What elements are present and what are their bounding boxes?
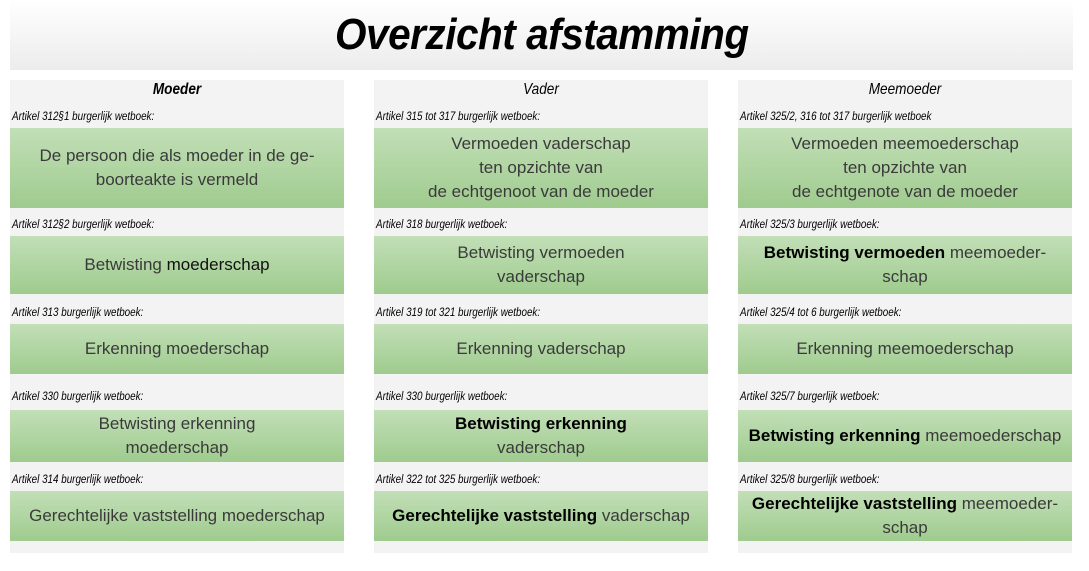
box-betwisting-moederschap [10, 236, 344, 294]
box-text: vaderschap [497, 267, 585, 286]
box-text: Gerechtelijke vaststelling moederschap [29, 506, 325, 525]
box-text: De persoon die als moeder in de ge- [39, 146, 315, 165]
column-header-moeder: Moeder [152, 81, 202, 98]
box-text-strong: moederschap [166, 255, 270, 274]
box-text: Vermoeden meemoederschap [791, 134, 1019, 153]
article-label: Artikel 318 burgerlijk wetboek: [376, 217, 508, 231]
box-text-strong: Betwisting vermoeden [763, 243, 946, 262]
box-text-strong: Betwisting erkenning [455, 414, 627, 433]
box-text-strong: Gerechtelijke vaststelling [751, 494, 957, 513]
box-moeder-vermeld [10, 128, 344, 208]
column-header-meemoeder: Meemoeder [868, 81, 942, 98]
article-label: Artikel 313 burgerlijk wetboek: [12, 305, 144, 319]
box-text: meemoederschap [920, 426, 1062, 445]
article-label: Artikel 325/4 tot 6 burgerlijk wetboek: [740, 305, 902, 319]
page-title: Overzicht afstamming [334, 10, 749, 59]
box-gerechtelijke-vaststelling-meemoederschap [738, 491, 1072, 541]
box-text: Betwisting [84, 255, 167, 274]
box-text: Betwisting erkenning [98, 414, 256, 433]
article-label: Artikel 325/8 burgerlijk wetboek: [740, 472, 880, 486]
column-moeder [10, 80, 344, 553]
box-betwisting-vermoeden-meemoederschap [738, 236, 1072, 294]
box-erkenning-meemoederschap [738, 324, 1072, 374]
box-text: meemoeder- [956, 494, 1059, 513]
article-label: Artikel 312§2 burgerlijk wetboek: [12, 217, 155, 231]
box-text: Erkenning moederschap [84, 339, 270, 358]
box-text: moederschap [125, 438, 229, 457]
box-erkenning-vaderschap [374, 324, 708, 374]
box-text: schap [882, 518, 928, 537]
box-vermoeden-meemoederschap [738, 128, 1072, 208]
box-text: de echtgenoot van de moeder [428, 182, 654, 201]
title-bar [10, 0, 1073, 70]
box-text: vaderschap [497, 438, 585, 457]
article-label: Artikel 325/3 burgerlijk wetboek: [740, 217, 880, 231]
box-text: Erkenning meemoederschap [796, 339, 1014, 358]
article-label: Artikel 325/2, 316 tot 317 burgerlijk wetboek [740, 109, 932, 123]
box-gerechtelijke-vaststelling-moederschap [10, 491, 344, 541]
article-label: Artikel 325/7 burgerlijk wetboek: [740, 389, 880, 403]
article-label: Artikel 322 tot 325 burgerlijk wetboek: [376, 472, 541, 486]
article-label: Artikel 330 burgerlijk wetboek: [376, 389, 508, 403]
box-betwisting-erkenning-meemoederschap [738, 410, 1072, 462]
article-label: Artikel 312§1 burgerlijk wetboek: [12, 109, 155, 123]
box-betwisting-vermoeden-vaderschap [374, 236, 708, 294]
box-text: schap [882, 267, 928, 286]
box-text-strong: Gerechtelijke vaststelling [392, 506, 598, 525]
box-text: vaderschap [597, 506, 690, 525]
article-label: Artikel 315 tot 317 burgerlijk wetboek: [376, 109, 541, 123]
box-text-strong: Betwisting erkenning [748, 426, 921, 445]
box-text: meemoeder- [945, 243, 1047, 262]
box-vermoeden-vaderschap [374, 128, 708, 208]
box-text: ten opzichte van [843, 158, 967, 177]
box-betwisting-erkenning-vaderschap [374, 410, 708, 462]
column-header-vader: Vader [523, 81, 559, 98]
column-meemoeder [738, 80, 1072, 553]
box-text: Erkenning vaderschap [456, 339, 626, 358]
article-label: Artikel 314 burgerlijk wetboek: [12, 472, 144, 486]
article-label: Artikel 319 tot 321 burgerlijk wetboek: [376, 305, 541, 319]
box-text: Betwisting vermoeden [457, 243, 625, 262]
box-betwisting-erkenning-moederschap [10, 410, 344, 462]
column-vader [374, 80, 708, 553]
box-text: boorteakte is vermeld [95, 170, 259, 189]
box-text: Vermoeden vaderschap [451, 134, 631, 153]
box-gerechtelijke-vaststelling-vaderschap [374, 491, 708, 541]
article-label: Artikel 330 burgerlijk wetboek: [12, 389, 144, 403]
box-erkenning-moederschap [10, 324, 344, 374]
box-text: ten opzichte van [479, 158, 603, 177]
box-text: de echtgenote van de moeder [792, 182, 1018, 201]
